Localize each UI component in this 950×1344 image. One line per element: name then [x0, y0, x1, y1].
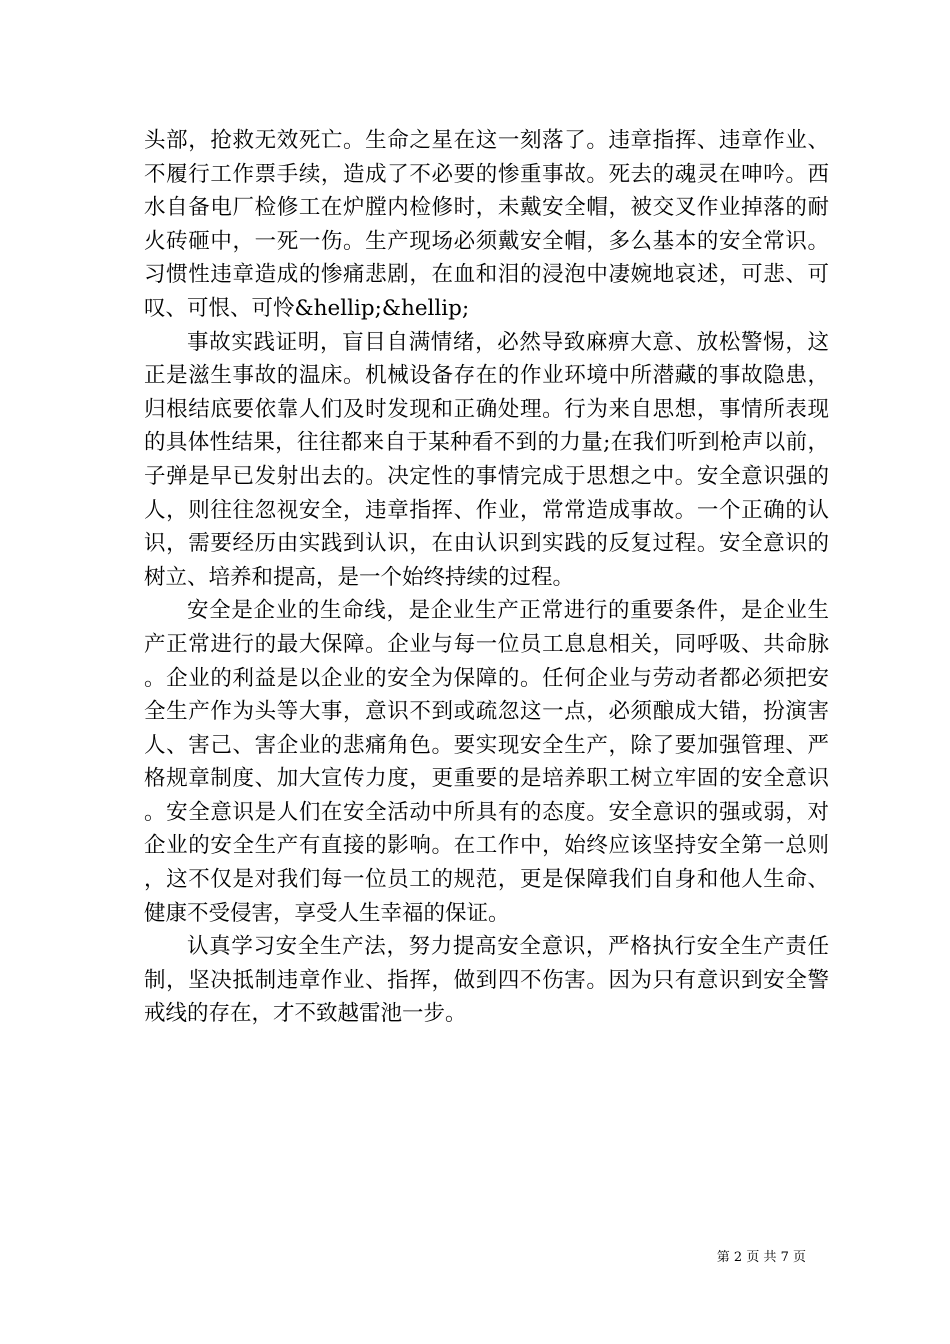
paragraph-1: 头部，抢救无效死亡。生命之星在这一刻落了。违章指挥、违章作业、不履行工作票手续，造成了不必要的惨重事故。死去的魂灵在呻吟。西水自备电厂检修工在炉膛内检修时，未戴安全帽，被交叉作业掉落的耐火砖砸中，一死一伤。生产现场必须戴安全帽，多么基本的安全常识。习惯性违章造成的惨痛悲剧，在血和泪的浸泡中凄婉地哀述，可悲、可叹、可恨、可怜&hellip;&hellip; [144, 128, 829, 321]
paragraph-4: 认真学习安全生产法，努力提高安全意识，严格执行安全生产责任制，坚决抵制违章作业、指挥，做到四不伤害。因为只有意识到安全警戒线的存在，才不致越雷池一步。 [144, 934, 829, 1027]
document-body [144, 124, 829, 1031]
page-number-footer: 第 2 页 共 7 页 [716, 1250, 806, 1265]
paragraph-3: 安全是企业的生命线，是企业生产正常进行的重要条件，是企业生产正常进行的最大保障。企业与每一位员工息息相关，同呼吸、共命脉。企业的利益是以企业的安全为保障的。任何企业与劳动者都必须把安全生产作为头等大事，意识不到或疏忽这一点，必须酿成大错，扮演害人、害己、害企业的悲痛角色。要实现安全生产，除了要加强管理、严格规章制度、加大宣传力度，更重要的是培养职工树立牢固的安全意识。安全意识是人们在安全活动中所具有的态度。安全意识的强或弱，对企业的安全生产有直接的影响。在工作中，始终应该坚持安全第一总则，这不仅是对我们每一位员工的规范，更是保障我们自身和他人生命、健康不受侵害，享受人生幸福的保证。 [144, 598, 829, 926]
paragraph-2: 事故实践证明，盲目自满情绪，必然导致麻痹大意、放松警惕，这正是滋生事故的温床。机械设备存在的作业环境中所潜藏的事故隐患，归根结底要依靠人们及时发现和正确处理。行为来自思想，事情所表现的具体性结果，往往都来自于某种看不到的力量;在我们听到枪声以前，子弹是早已发射出去的。决定性的事情完成于思想之中。安全意识强的人，则往往忽视安全，违章指挥、作业，常常造成事故。一个正确的认识，需要经历由实践到认识，在由认识到实践的反复过程。安全意识的树立、培养和提高，是一个始终持续的过程。 [144, 329, 829, 590]
